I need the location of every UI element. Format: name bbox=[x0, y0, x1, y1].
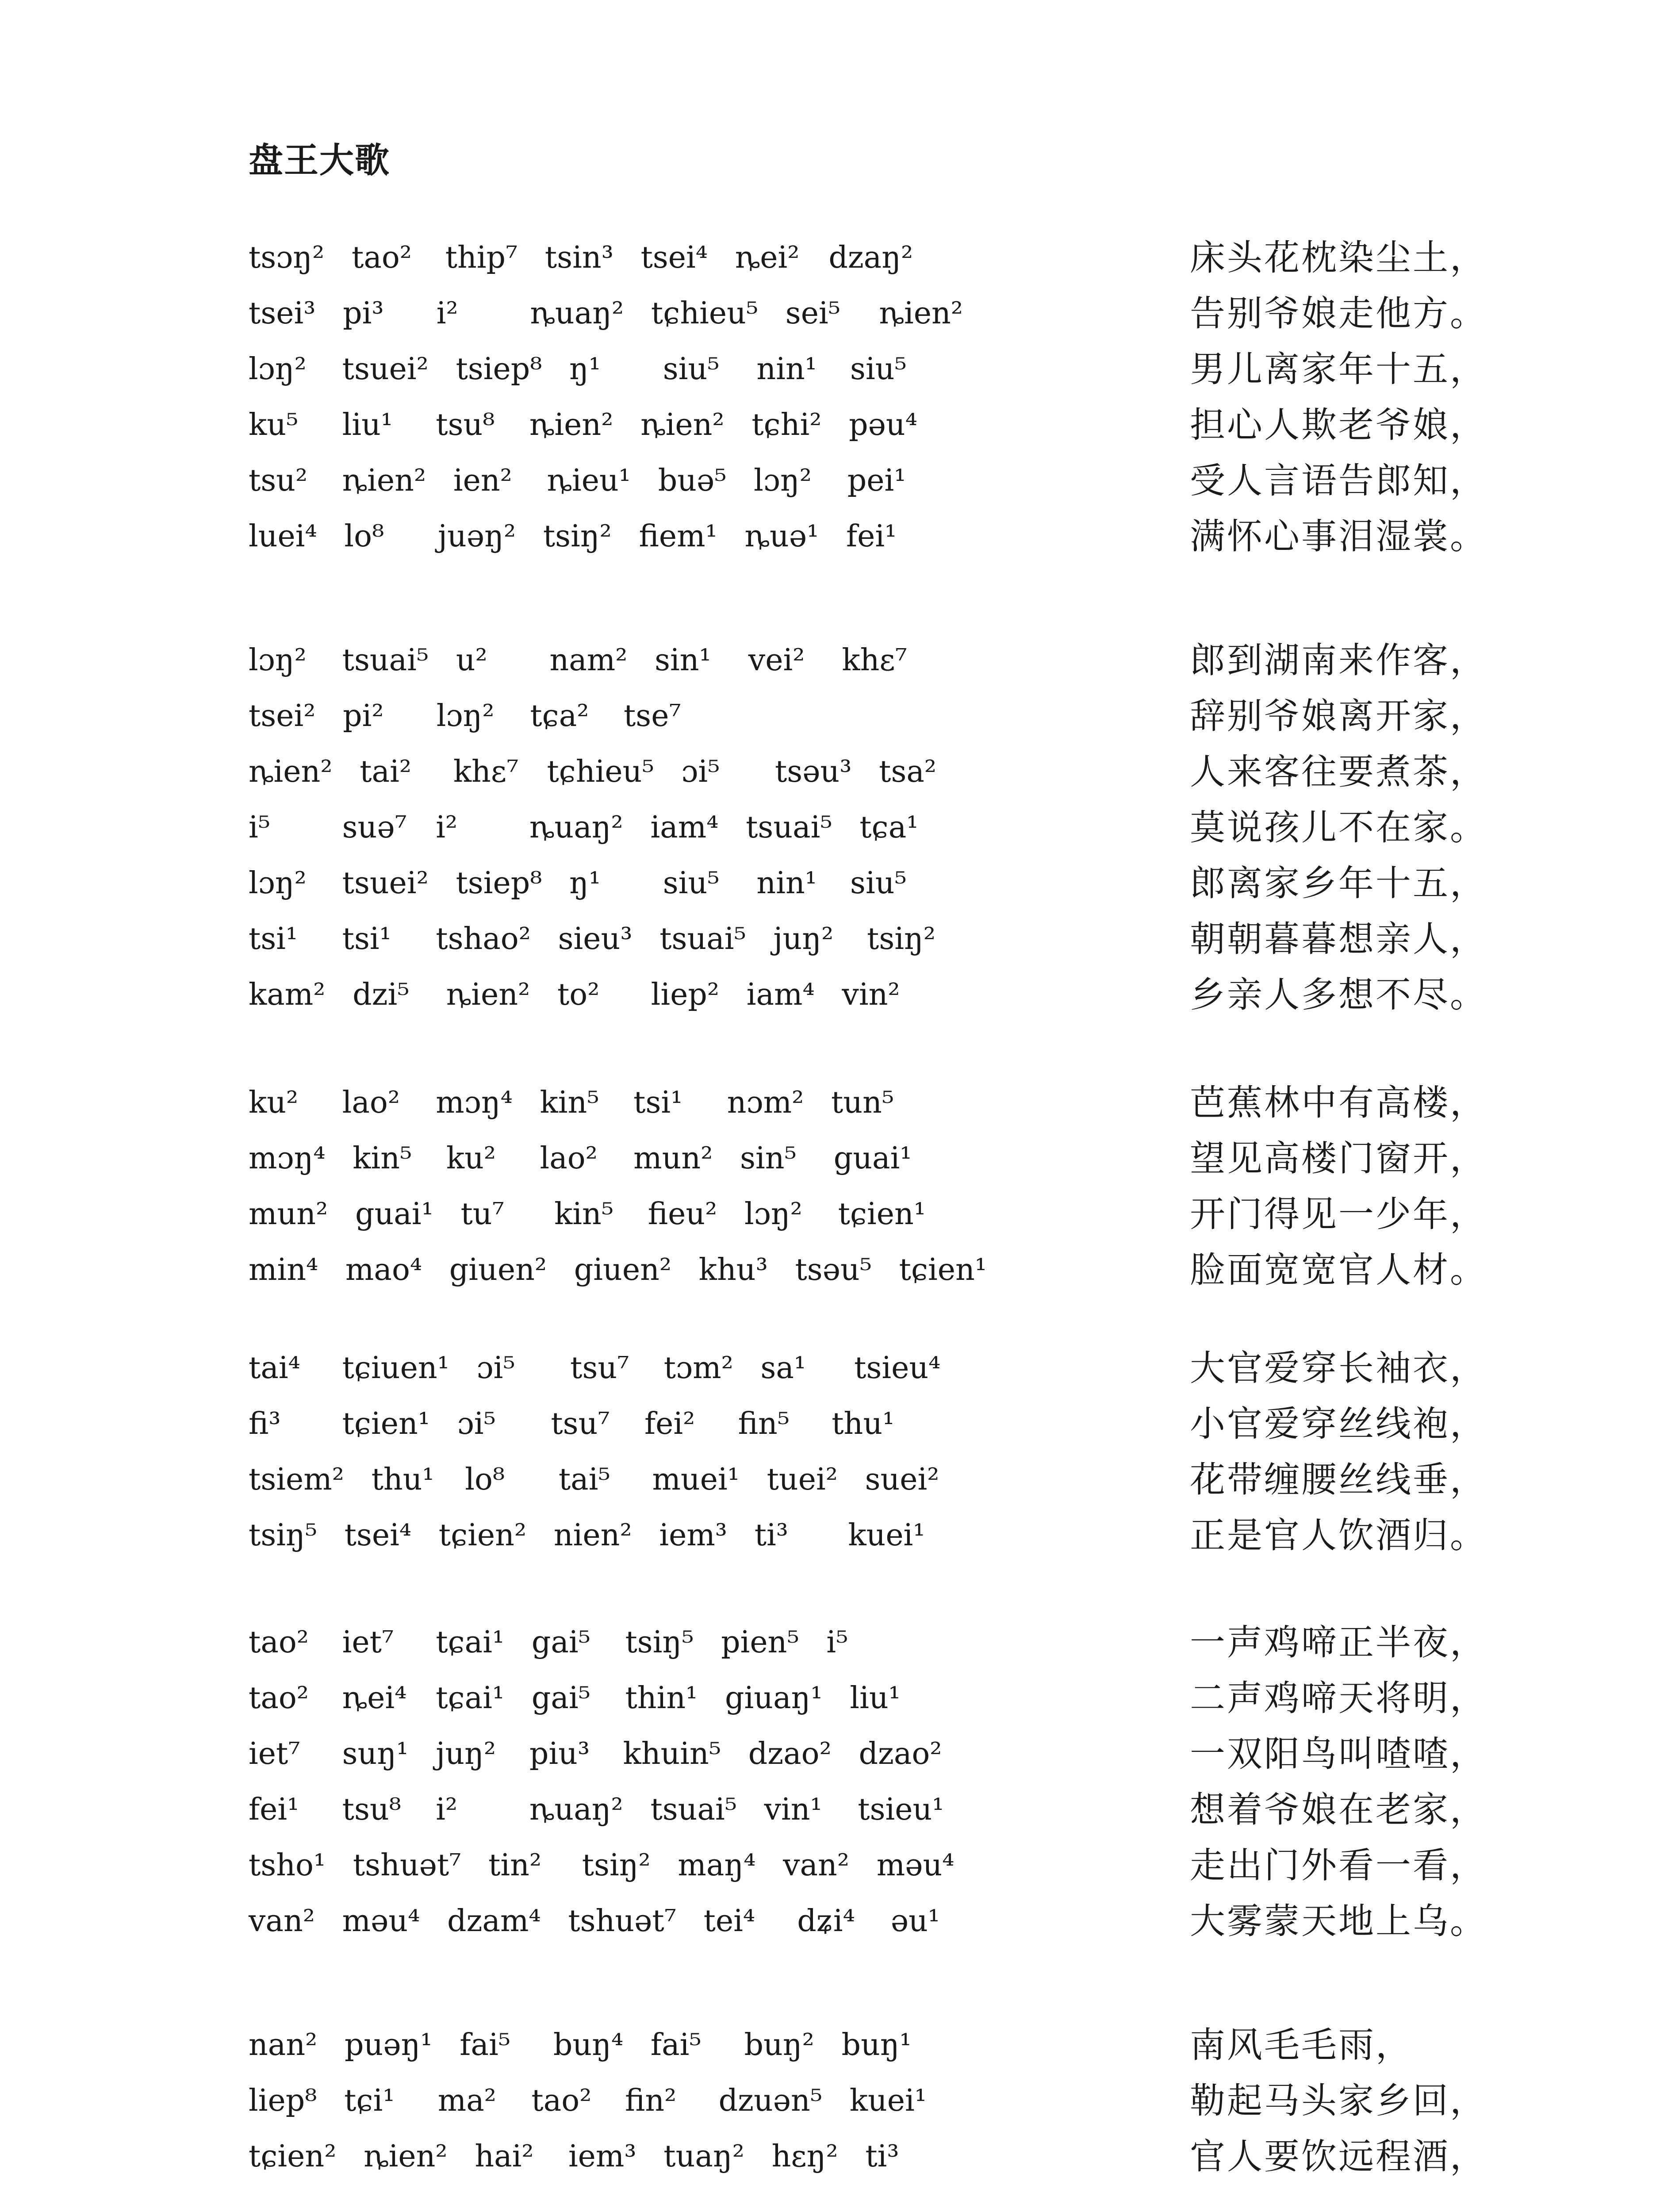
romanized-text: tao² iet⁷ tɕai¹ gai⁵ tsiŋ⁵ pien⁵ i⁵ bbox=[249, 1625, 848, 1660]
verse-line bbox=[0, 1075, 1656, 1131]
romanized-text: tsho¹ tshuət⁷ tin² tsiŋ² maŋ⁴ van² məu⁴ bbox=[249, 1848, 954, 1883]
verse-line bbox=[0, 1782, 1656, 1838]
chinese-translation: 二声鸡啼天将明， bbox=[1190, 1678, 1487, 1719]
verse-line bbox=[0, 342, 1656, 397]
verse-line bbox=[0, 509, 1656, 565]
romanized-text: van² məu⁴ dzam⁴ tshuət⁷ tei⁴ dʑi⁴ əu¹ bbox=[249, 1904, 940, 1939]
chinese-translation: 一声鸡啼正半夜， bbox=[1190, 1622, 1487, 1663]
chinese-translation: 开门得见一少年， bbox=[1190, 1194, 1487, 1235]
chinese-translation: 一双阳鸟叫喳喳， bbox=[1190, 1733, 1487, 1774]
romanized-text: min⁴ mao⁴ giuen² giuen² khu³ tsəu⁵ tɕien¹ bbox=[249, 1252, 987, 1287]
romanized-text: tsei³ pi³ i² ȵuaŋ² tɕhieu⁵ sei⁵ ȵien² bbox=[249, 296, 963, 331]
chinese-translation: 朝朝暮暮想亲人， bbox=[1190, 918, 1487, 960]
stanza bbox=[0, 1075, 1656, 1298]
romanized-text: liep⁸ tɕi¹ ma² tao² fin² dzuən⁵ kuei¹ bbox=[249, 2083, 927, 2118]
romanized-text: tɕien² ȵien² hai² iem³ tuaŋ² hɛŋ² ti³ bbox=[249, 2139, 899, 2174]
verse-line bbox=[0, 1242, 1656, 1298]
verse-line bbox=[0, 1671, 1656, 1726]
chinese-translation: 勒起马头家乡回， bbox=[1190, 2080, 1487, 2121]
romanized-text: tsi¹ tsi¹ tshao² sieu³ tsuai⁵ juŋ² tsiŋ² bbox=[249, 922, 936, 956]
romanized-text: kam² dzi⁵ ȵien² to² liep² iam⁴ vin² bbox=[249, 977, 900, 1012]
chinese-translation: 乡亲人多想不尽。 bbox=[1190, 974, 1487, 1015]
verse-line bbox=[0, 2129, 1656, 2185]
romanized-text: tai⁴ tɕiuen¹ ɔi⁵ tsu⁷ tɔm² sa¹ tsieu⁴ bbox=[249, 1351, 941, 1386]
stanza bbox=[0, 2017, 1656, 2185]
chinese-translation: 郎离家乡年十五， bbox=[1190, 863, 1487, 904]
verse-line bbox=[0, 1615, 1656, 1671]
romanized-text: mun² guai¹ tu⁷ kin⁵ fieu² lɔŋ² tɕien¹ bbox=[249, 1197, 926, 1232]
romanized-text: luei⁴ lo⁸ juəŋ² tsiŋ² fiem¹ ȵuə¹ fei¹ bbox=[249, 519, 897, 554]
chinese-translation: 男儿离家年十五， bbox=[1190, 349, 1487, 390]
running-header: 盘王大歌 bbox=[249, 141, 391, 180]
chinese-translation: 小官爱穿丝线袍， bbox=[1190, 1403, 1487, 1444]
verse-line bbox=[0, 1726, 1656, 1782]
verse-line bbox=[0, 856, 1656, 911]
verse-line bbox=[0, 397, 1656, 453]
chinese-translation: 莫说孩儿不在家。 bbox=[1190, 807, 1487, 848]
chinese-translation: 花带缠腰丝线垂， bbox=[1190, 1459, 1487, 1500]
romanized-text: lɔŋ² tsuei² tsiep⁸ ŋ¹ siu⁵ nin¹ siu⁵ bbox=[249, 352, 907, 387]
chinese-translation: 担心人欺老爷娘， bbox=[1190, 404, 1487, 445]
verse-line bbox=[0, 2073, 1656, 2129]
romanized-text: ȵien² tai² khɛ⁷ tɕhieu⁵ ɔi⁵ tsəu³ tsa² bbox=[249, 754, 937, 789]
romanized-text: fi³ tɕien¹ ɔi⁵ tsu⁷ fei² fin⁵ thu¹ bbox=[249, 1406, 895, 1441]
romanized-text: lɔŋ² tsuai⁵ u² nam² sin¹ vei² khɛ⁷ bbox=[249, 643, 907, 678]
verse-line bbox=[0, 800, 1656, 856]
chinese-translation: 大雾蒙天地上乌。 bbox=[1190, 1901, 1487, 1942]
romanized-text: ku² lao² mɔŋ⁴ kin⁵ tsi¹ nɔm² tun⁵ bbox=[249, 1085, 894, 1120]
verse-line bbox=[0, 1452, 1656, 1508]
romanized-text: tsiŋ⁵ tsei⁴ tɕien² nien² iem³ ti³ kuei¹ bbox=[249, 1518, 925, 1553]
romanized-text: i⁵ suə⁷ i² ȵuaŋ² iam⁴ tsuai⁵ tɕa¹ bbox=[249, 810, 919, 845]
chinese-translation: 郎到湖南来作客， bbox=[1190, 640, 1487, 681]
chinese-translation: 大官爱穿长袖衣， bbox=[1190, 1348, 1487, 1389]
chinese-translation: 满怀心事泪湿裳。 bbox=[1190, 516, 1487, 557]
verse-line bbox=[0, 1396, 1656, 1452]
chinese-translation: 辞别爷娘离开家， bbox=[1190, 695, 1487, 737]
chinese-translation: 脸面宽宽官人材。 bbox=[1190, 1249, 1487, 1290]
verse-line bbox=[0, 286, 1656, 342]
verse-line bbox=[0, 230, 1656, 286]
verse-line bbox=[0, 2017, 1656, 2073]
verse-line bbox=[0, 1893, 1656, 1949]
romanized-text: tao² ȵei⁴ tɕai¹ gai⁵ thin¹ giuaŋ¹ liu¹ bbox=[249, 1681, 901, 1716]
romanized-text: ku⁵ liu¹ tsu⁸ ȵien² ȵien² tɕhi² pəu⁴ bbox=[249, 407, 917, 442]
verse-line bbox=[0, 1131, 1656, 1187]
romanized-text: mɔŋ⁴ kin⁵ ku² lao² mun² sin⁵ guai¹ bbox=[249, 1141, 912, 1176]
verse-line bbox=[0, 1187, 1656, 1242]
verse-line bbox=[0, 967, 1656, 1023]
chinese-translation: 望见高楼门窗开， bbox=[1190, 1138, 1487, 1179]
romanized-text: tsɔŋ² tao² thip⁷ tsin³ tsei⁴ ȵei² dzaŋ² bbox=[249, 240, 913, 275]
chinese-translation: 走出门外看一看， bbox=[1190, 1845, 1487, 1886]
chinese-translation: 官人要饮远程酒， bbox=[1190, 2136, 1487, 2177]
chinese-translation: 正是官人饮酒归。 bbox=[1190, 1515, 1487, 1556]
chinese-translation: 想着爷娘在老家， bbox=[1190, 1789, 1487, 1830]
chinese-translation: 芭蕉林中有高楼， bbox=[1190, 1082, 1487, 1123]
verse-line bbox=[0, 688, 1656, 744]
stanza bbox=[0, 633, 1656, 1023]
verse-line bbox=[0, 633, 1656, 688]
chinese-translation: 床头花枕染尘土， bbox=[1190, 237, 1487, 278]
stanza bbox=[0, 1615, 1656, 1949]
romanized-text: tsiem² thu¹ lo⁸ tai⁵ muei¹ tuei² suei² bbox=[249, 1462, 939, 1497]
romanized-text: lɔŋ² tsuei² tsiep⁸ ŋ¹ siu⁵ nin¹ siu⁵ bbox=[249, 866, 907, 901]
stanza bbox=[0, 1340, 1656, 1563]
romanized-text: fei¹ tsu⁸ i² ȵuaŋ² tsuai⁵ vin¹ tsieu¹ bbox=[249, 1792, 944, 1827]
stanza bbox=[0, 230, 1656, 565]
chinese-translation: 告别爷娘走他方。 bbox=[1190, 293, 1487, 334]
romanized-text: nan² puəŋ¹ fai⁵ buŋ⁴ fai⁵ buŋ² buŋ¹ bbox=[249, 2028, 912, 2062]
verse-line bbox=[0, 1340, 1656, 1396]
romanized-text: tsu² ȵien² ien² ȵieu¹ buə⁵ lɔŋ² pei¹ bbox=[249, 463, 906, 498]
verse-line bbox=[0, 1508, 1656, 1563]
verse-line bbox=[0, 744, 1656, 800]
romanized-text: tsei² pi² lɔŋ² tɕa² tse⁷ bbox=[249, 699, 681, 733]
chinese-translation: 南风毛毛雨， bbox=[1190, 2024, 1413, 2066]
verse-line bbox=[0, 911, 1656, 967]
verse-line bbox=[0, 453, 1656, 509]
chinese-translation: 人来客往要煮茶， bbox=[1190, 751, 1487, 792]
romanized-text: iet⁷ suŋ¹ juŋ² piu³ khuin⁵ dzao² dzao² bbox=[249, 1736, 942, 1771]
chinese-translation: 受人言语告郎知， bbox=[1190, 460, 1487, 501]
verse-line bbox=[0, 1838, 1656, 1893]
